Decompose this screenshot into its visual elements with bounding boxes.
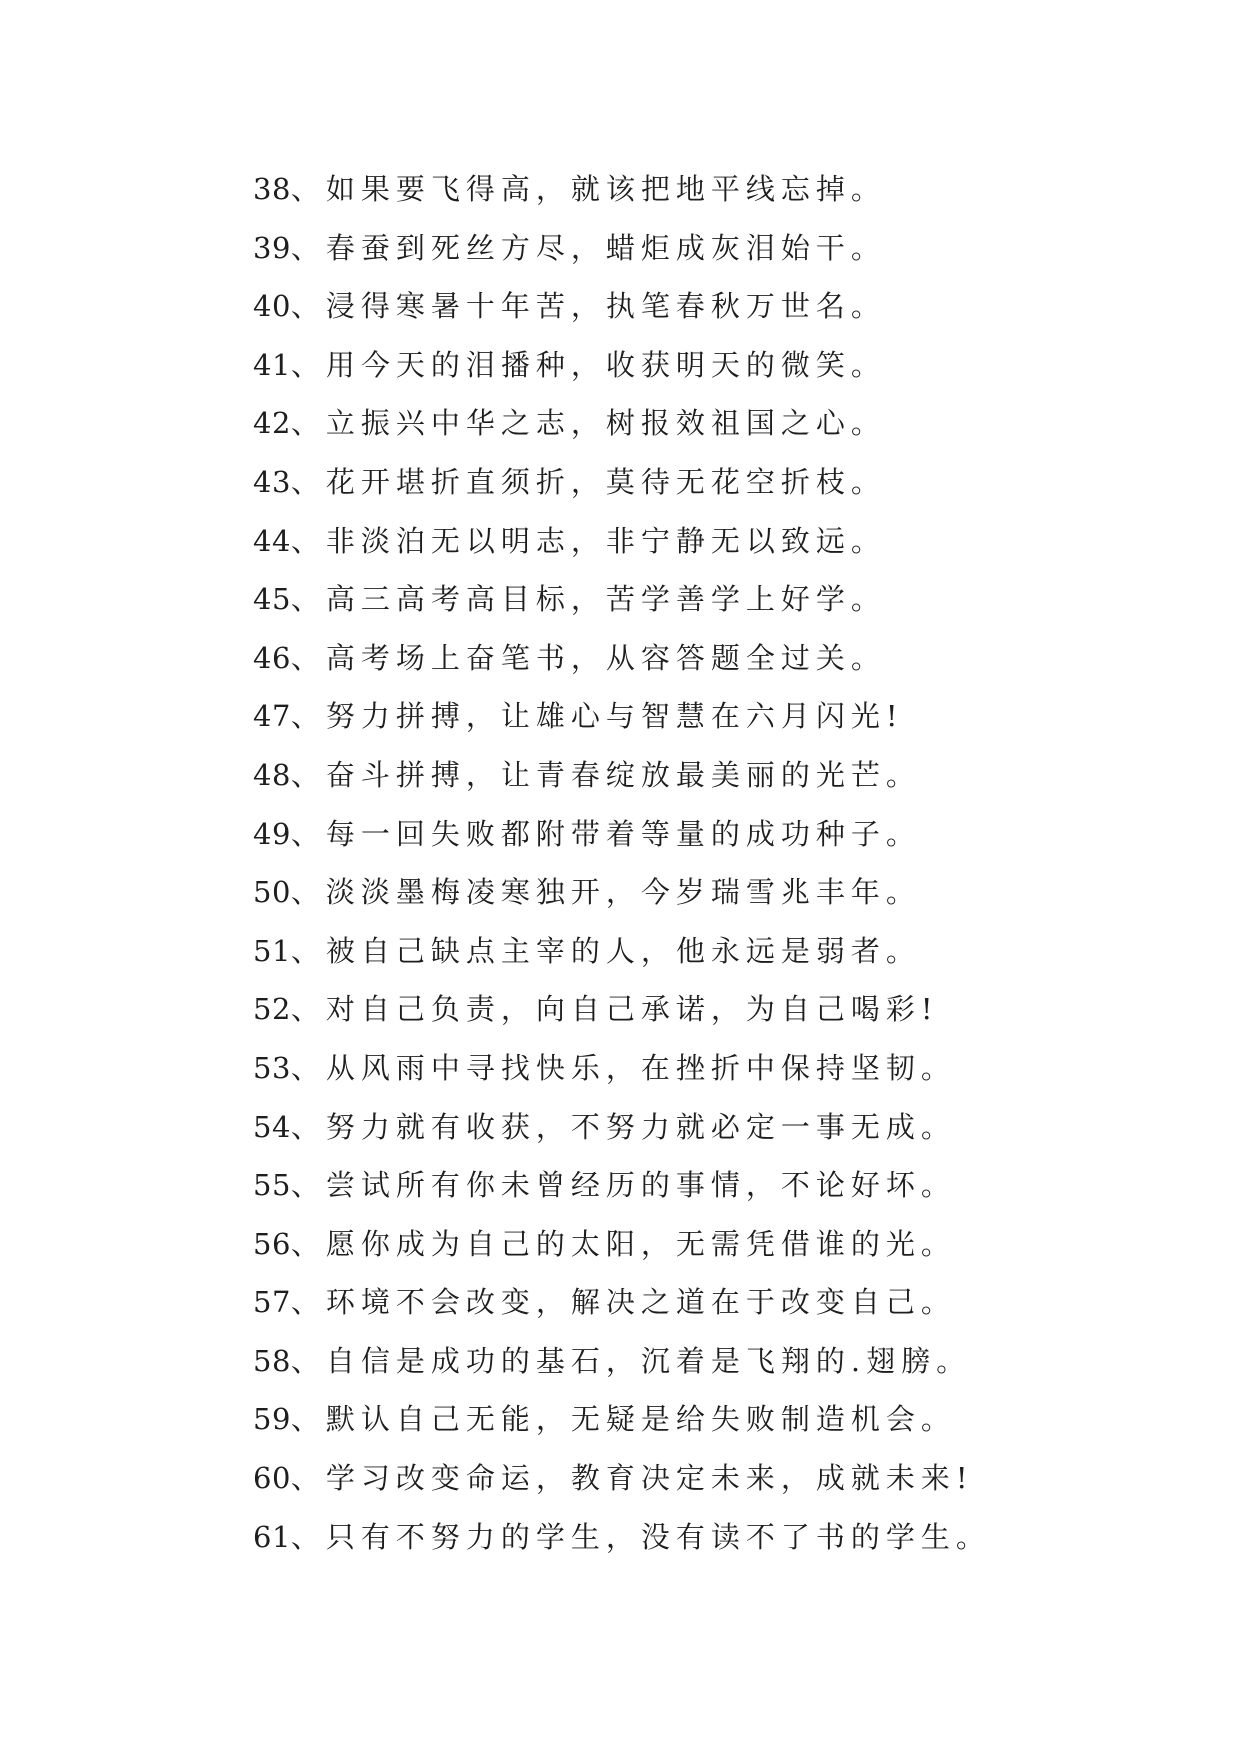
item-number: 58 — [253, 1343, 291, 1378]
item-text: 、尝试所有你未曾经历的事情，不论好坏。 — [290, 1168, 956, 1203]
item-text: 、学习改变命运，教育决定未来，成就未来! — [290, 1461, 974, 1496]
item-number: 49 — [253, 816, 291, 851]
item-text: 、春蚕到死丝方尽，蜡炬成灰泪始干。 — [290, 230, 886, 265]
list-item — [253, 1508, 991, 1567]
item-number: 54 — [253, 1109, 291, 1144]
item-number: 56 — [253, 1226, 291, 1261]
item-text: 、立振兴中华之志，树报效祖国之心。 — [290, 406, 886, 441]
item-text: 、浸得寒暑十年苦，执笔春秋万世名。 — [290, 289, 886, 324]
list-item — [253, 863, 991, 922]
item-number: 52 — [253, 992, 291, 1027]
item-number: 60 — [253, 1461, 291, 1496]
list-item — [253, 922, 991, 981]
item-number: 51 — [253, 933, 291, 968]
list-item — [253, 1156, 991, 1215]
item-number: 47 — [253, 699, 291, 734]
item-text: 、只有不努力的学生，没有读不了书的学生。 — [290, 1519, 991, 1554]
list-item — [253, 1098, 991, 1157]
item-text: 、从风雨中寻找快乐，在挫折中保持坚韧。 — [290, 1050, 956, 1085]
list-item — [253, 1039, 991, 1098]
item-text: 、对自己负责，向自己承诺，为自己喝彩! — [290, 992, 939, 1027]
list-item — [253, 687, 991, 746]
item-number: 44 — [253, 523, 291, 558]
item-number: 40 — [253, 289, 291, 324]
list-item — [253, 805, 991, 864]
item-text: 、花开堪折直须折，莫待无花空折枝。 — [290, 464, 886, 499]
item-text: 、高考场上奋笔书，从容答题全过关。 — [290, 640, 886, 675]
item-text: 、用今天的泪播种，收获明天的微笑。 — [290, 347, 886, 382]
list-item — [253, 219, 991, 278]
item-text: 、愿你成为自己的太阳，无需凭借谁的光。 — [290, 1226, 956, 1261]
item-number: 41 — [253, 347, 291, 382]
item-text: 、每一回失败都附带着等量的成功种子。 — [290, 816, 921, 851]
list-item — [253, 336, 991, 395]
list-item — [253, 1390, 991, 1449]
item-number: 55 — [253, 1168, 291, 1203]
item-number: 50 — [253, 875, 291, 910]
list-item — [253, 570, 991, 629]
list-item — [253, 1273, 991, 1332]
item-number: 48 — [253, 757, 291, 792]
item-number: 53 — [253, 1050, 291, 1085]
item-text: 、被自己缺点主宰的人，他永远是弱者。 — [290, 933, 921, 968]
list-item — [253, 1449, 991, 1508]
item-text: 、高三高考高目标，苦学善学上好学。 — [290, 582, 886, 617]
item-text: 、默认自己无能，无疑是给失败制造机会。 — [290, 1402, 956, 1437]
list-item — [253, 394, 991, 453]
item-number: 59 — [253, 1402, 291, 1437]
list-item — [253, 277, 991, 336]
list-item — [253, 1332, 991, 1391]
item-number: 38 — [253, 172, 291, 206]
list-item — [253, 453, 991, 512]
item-text: 、努力拼搏，让雄心与智慧在六月闪光! — [290, 699, 904, 734]
list-item — [253, 980, 991, 1039]
item-text: 、奋斗拼搏，让青春绽放最美丽的光芒。 — [290, 757, 921, 792]
item-number: 45 — [253, 582, 291, 617]
item-number: 61 — [253, 1519, 291, 1554]
item-text: 、自信是成功的基石，沉着是飞翔的.翅膀。 — [290, 1343, 972, 1378]
item-number: 43 — [253, 464, 291, 499]
list-item — [253, 160, 991, 219]
item-number: 42 — [253, 406, 291, 441]
item-text: 、淡淡墨梅凌寒独开，今岁瑞雪兆丰年。 — [290, 875, 921, 910]
item-text: 、如果要飞得高，就该把地平线忘掉。 — [290, 172, 886, 206]
list-item — [253, 1215, 991, 1274]
item-number: 57 — [253, 1285, 291, 1320]
item-text: 、环境不会改变，解决之道在于改变自己。 — [290, 1285, 956, 1320]
quote-list — [253, 160, 991, 1566]
item-text: 、努力就有收获，不努力就必定一事无成。 — [290, 1109, 956, 1144]
list-item — [253, 629, 991, 688]
item-text: 、非淡泊无以明志，非宁静无以致远。 — [290, 523, 886, 558]
list-item — [253, 512, 991, 571]
item-number: 46 — [253, 640, 291, 675]
list-item — [253, 746, 991, 805]
item-number: 39 — [253, 230, 291, 265]
